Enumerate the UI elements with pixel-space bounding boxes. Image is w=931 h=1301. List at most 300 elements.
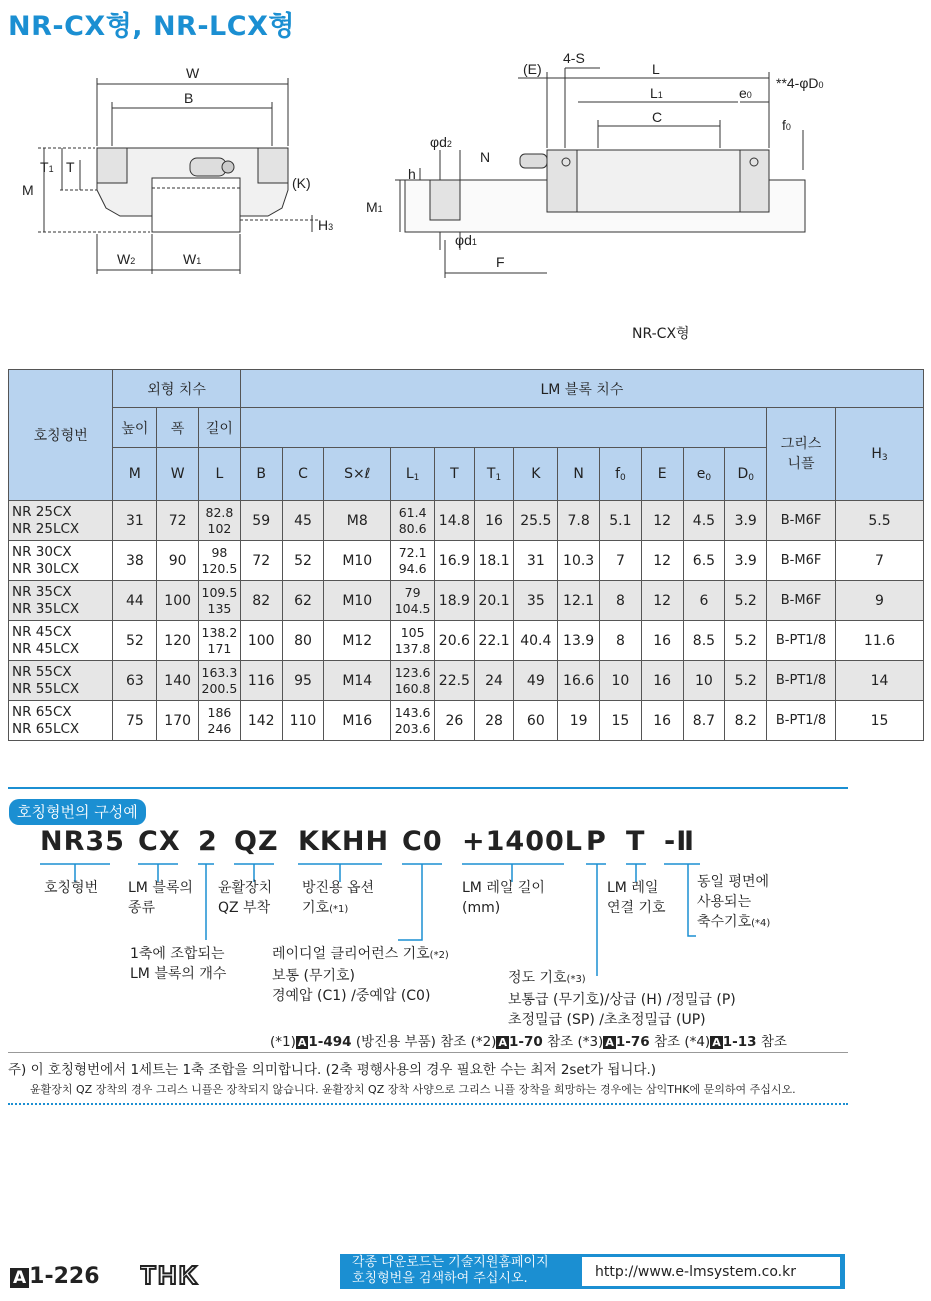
dim-label-f: F — [496, 254, 505, 270]
dim-label-m1: M1 — [366, 199, 383, 215]
cell-value: 104.5 — [394, 600, 431, 616]
dim-label-l: L — [652, 61, 660, 77]
d0-cell — [725, 541, 767, 581]
cell-value: M10 — [342, 592, 373, 609]
e-cell — [641, 581, 683, 621]
cell-value: 110 — [289, 712, 317, 729]
cell-value: 170 — [164, 712, 192, 729]
label-model: 호칭형번 — [44, 880, 99, 896]
label-block-type: LM 블록의 종류 — [128, 880, 193, 916]
code-segment-clearance: C0 — [402, 826, 443, 857]
dim-label-h3: H3 — [318, 217, 334, 233]
sym-f0: $f_0$ — [600, 448, 642, 501]
dim-label-d0: **4-φD0 — [776, 75, 824, 91]
m-cell — [113, 701, 157, 741]
thk-logo — [140, 1262, 230, 1288]
c-cell — [282, 501, 324, 541]
dim-label-h: h — [408, 166, 416, 182]
t1-cell — [474, 501, 514, 541]
e0-cell — [683, 701, 725, 741]
cell-value: 52 — [294, 552, 312, 569]
ref-mark: (*3) — [577, 1034, 604, 1050]
n-cell — [558, 621, 600, 661]
t1-cell — [474, 701, 514, 741]
notes-rule — [8, 1052, 848, 1053]
sym-e: E — [641, 448, 683, 501]
cell-value: 31 — [125, 512, 144, 529]
dim-label-e0: e0 — [739, 85, 752, 101]
l1-cell — [391, 501, 435, 541]
dim-label-s: 4-S — [563, 50, 585, 66]
w-cell — [157, 541, 199, 581]
cell-value: 142 — [247, 712, 275, 729]
cell-value: 15 — [870, 712, 889, 729]
code-segment-joint: T — [626, 826, 646, 857]
cell-value: 3.9 — [734, 552, 757, 569]
l-cell — [199, 581, 241, 621]
k-cell — [514, 621, 558, 661]
cell-value: 82.8 — [205, 504, 234, 520]
ref-badge: A — [712, 1036, 721, 1049]
ref-text: 참조 — [653, 1034, 681, 1050]
front-view-drawing — [38, 78, 320, 274]
k-cell — [514, 541, 558, 581]
cell-value: 19 — [569, 712, 588, 729]
code-segment-type: CX — [138, 826, 181, 857]
code-segment-accuracy: P — [586, 826, 607, 857]
cell-value: 75 — [125, 712, 144, 729]
b-cell — [240, 541, 282, 581]
cell-value: 72 — [168, 512, 187, 529]
l-cell — [199, 541, 241, 581]
b-cell — [240, 581, 282, 621]
cell-value: 61.4 — [398, 504, 427, 520]
cell-value: M16 — [342, 712, 373, 729]
l-cell — [199, 621, 241, 661]
table-row — [9, 541, 924, 581]
l1-cell — [391, 661, 435, 701]
cell-value: 11.6 — [863, 632, 896, 649]
sym-e0: $e_0$ — [683, 448, 725, 501]
cell-value: B-PT1/8 — [775, 633, 827, 648]
cell-value: 20.6 — [438, 632, 470, 649]
cell-value: 7 — [615, 552, 625, 569]
cell-value: 82 — [252, 592, 271, 609]
dim-label-d2: φd2 — [430, 134, 452, 150]
f0-cell — [600, 581, 642, 621]
t-cell — [435, 501, 475, 541]
dim-label-t: T — [66, 159, 75, 175]
cell-value: 8 — [615, 632, 625, 649]
model-cell — [9, 661, 113, 701]
cell-value: 59 — [252, 512, 271, 529]
grease-cell — [767, 661, 836, 701]
cell-value: 6 — [699, 592, 709, 609]
code-segment-qz: QZ — [234, 826, 279, 857]
cell-value: M12 — [342, 632, 373, 649]
cell-value: 40.4 — [520, 632, 552, 649]
grease-cell — [767, 621, 836, 661]
cell-value: 31 — [526, 552, 545, 569]
n-cell — [558, 701, 600, 741]
t1-cell — [474, 621, 514, 661]
cell-value: NR 55CX — [12, 663, 72, 680]
sym-t1: $T_1$ — [474, 448, 514, 501]
cell-value: NR 35CX — [12, 583, 72, 600]
cell-value: 45 — [294, 512, 312, 529]
d0-cell — [725, 661, 767, 701]
e-cell — [641, 541, 683, 581]
cell-value: 13.9 — [563, 632, 595, 649]
f0-cell — [600, 501, 642, 541]
cell-value: 116 — [247, 672, 275, 689]
h3-cell — [836, 661, 924, 701]
header-block: LM 블록 치수 — [240, 370, 923, 408]
c-cell — [282, 701, 324, 741]
header-outer: 외형 치수 — [113, 370, 240, 408]
cell-value: 16.9 — [438, 552, 470, 569]
dim-label-l1: L1 — [650, 85, 663, 101]
dim-label-w1: W1 — [183, 251, 202, 267]
cell-value: 171 — [207, 640, 232, 656]
f0-cell — [600, 621, 642, 661]
l1-cell — [391, 701, 435, 741]
label-block-count: 1축에 조합되는 LM 블록의 개수 — [130, 946, 227, 982]
ref-mark: (*4) — [684, 1034, 711, 1050]
n-cell — [558, 581, 600, 621]
cell-value: 25.5 — [520, 512, 552, 529]
sym-l: L — [199, 448, 241, 501]
b-cell — [240, 661, 282, 701]
model-cell — [9, 501, 113, 541]
sym-m: M — [113, 448, 157, 501]
k-cell — [514, 701, 558, 741]
note-qz-nipple: 윤활장치 QZ 장착의 경우 그리스 니플은 장착되지 않습니다. 윤활장치 QZ 장착 사양으로 그리스 니플 장착을 희망하는 경우에는 삼익THK에 문의하여 주십시오. — [30, 1083, 796, 1096]
cell-value: NR 25LCX — [12, 520, 80, 537]
cell-value: 18.1 — [478, 552, 510, 569]
cell-value: 10 — [695, 672, 713, 689]
cell-value: 12 — [653, 512, 672, 529]
ref-page[interactable]: 1-76 — [615, 1034, 650, 1050]
model-cell — [9, 581, 113, 621]
s-cell — [324, 541, 391, 581]
d0-cell — [725, 701, 767, 741]
label-clearance: 레이디얼 클리어런스 기호(*2) 보통 (무기호) 경예압 (C1) /중예압 (C0) — [272, 946, 449, 1004]
cell-value: 138.2 — [201, 624, 238, 640]
cell-value: 12 — [653, 592, 672, 609]
cell-value: 63 — [125, 672, 144, 689]
cell-value: 16 — [653, 632, 672, 649]
k-cell — [514, 501, 558, 541]
cell-value: 52 — [125, 632, 144, 649]
sym-b: B — [240, 448, 282, 501]
h3-cell — [836, 501, 924, 541]
cell-value: M8 — [346, 512, 368, 529]
cell-value: B-PT1/8 — [775, 713, 827, 728]
composition-title: 호칭형번의 구성예 — [9, 799, 146, 825]
t1-cell — [474, 581, 514, 621]
cell-value: 120 — [164, 632, 192, 649]
cell-value: 15 — [611, 712, 630, 729]
cell-value: 14.8 — [438, 512, 470, 529]
t-cell — [435, 621, 475, 661]
l1-cell — [391, 581, 435, 621]
cell-value: 102 — [207, 520, 232, 536]
table-row — [9, 621, 924, 661]
dim-label-e: (E) — [523, 61, 542, 77]
model-cell — [9, 541, 113, 581]
table-row — [9, 701, 924, 741]
code-segment-count: 2 — [198, 826, 218, 857]
cell-value: 160.8 — [394, 680, 431, 696]
cell-value: B-M6F — [780, 513, 822, 528]
cell-value: 28 — [485, 712, 503, 729]
label-rail-length: LM 레일 길이 (mm) — [462, 880, 545, 916]
ref-text: 참조 — [547, 1034, 574, 1050]
ref-text: (방진용 부품) 참조 — [355, 1034, 467, 1050]
cell-value: 72.1 — [398, 544, 427, 560]
b-cell — [240, 501, 282, 541]
grease-cell — [767, 541, 836, 581]
ref-badge: A — [297, 1036, 307, 1049]
l-cell — [199, 701, 241, 741]
cell-value: 18.9 — [438, 592, 470, 609]
e-cell — [641, 621, 683, 661]
cell-value: 22.5 — [438, 672, 470, 689]
cell-value: B-M6F — [780, 593, 822, 608]
page-title: NR-CX형, NR-LCX형 — [8, 11, 295, 42]
reference-notes — [270, 1030, 787, 1050]
dim-label-d1: φd1 — [455, 232, 477, 248]
ref-mark: (*1) — [270, 1034, 296, 1050]
cell-value: 98 — [211, 544, 228, 560]
cell-value: 8.7 — [692, 712, 716, 729]
dim-label-t1: T1 — [40, 159, 54, 175]
cell-value: 80 — [294, 632, 312, 649]
c-cell — [282, 621, 324, 661]
dimension-drawings — [0, 50, 931, 350]
ref-mark: (*2) — [470, 1034, 497, 1050]
model-cell — [9, 701, 113, 741]
t-cell — [435, 701, 475, 741]
e0-cell — [683, 541, 725, 581]
grease-cell — [767, 701, 836, 741]
cell-value: 95 — [294, 672, 312, 689]
t1-cell — [474, 661, 514, 701]
h3-cell — [836, 581, 924, 621]
cell-value: 120.5 — [201, 560, 238, 576]
cell-value: 10.3 — [563, 552, 595, 569]
cell-value: 246 — [207, 720, 232, 736]
code-segment-model: NR35 — [40, 826, 125, 857]
w-cell — [157, 701, 199, 741]
header-height: 높이 — [113, 408, 157, 448]
cell-value: 22.1 — [478, 632, 510, 649]
c-cell — [282, 541, 324, 581]
f0-cell — [600, 661, 642, 701]
c-cell — [282, 661, 324, 701]
cell-value: 8.2 — [734, 712, 757, 729]
m-cell — [113, 621, 157, 661]
e-cell — [641, 701, 683, 741]
l1-cell — [391, 541, 435, 581]
cell-value: 12.1 — [563, 592, 595, 609]
l-cell — [199, 501, 241, 541]
n-cell — [558, 661, 600, 701]
cell-value: 24 — [485, 672, 503, 689]
w-cell — [157, 621, 199, 661]
ref-text: 참조 — [760, 1034, 787, 1050]
cell-value: 12 — [653, 552, 672, 569]
d0-cell — [725, 581, 767, 621]
dim-label-k: (K) — [292, 175, 311, 191]
website-link[interactable]: http://www.e-lmsystem.co.kr — [595, 1264, 796, 1280]
sym-w: W — [157, 448, 199, 501]
cell-value: 10 — [611, 672, 630, 689]
cell-value: 200.5 — [201, 680, 238, 696]
cell-value: 8 — [615, 592, 625, 609]
section-rule — [8, 787, 848, 789]
cell-value: 105 — [400, 624, 425, 640]
e-cell — [641, 501, 683, 541]
cell-value: 49 — [526, 672, 545, 689]
cell-value: 5.1 — [609, 512, 632, 529]
code-segment-seal: KKHH — [298, 826, 390, 857]
cell-value: 16 — [485, 512, 503, 529]
cell-value: 5.5 — [868, 512, 891, 529]
dim-label-c: C — [652, 109, 663, 125]
cell-value: 203.6 — [394, 720, 431, 736]
sym-c: C — [282, 448, 324, 501]
notes-dotted-rule — [8, 1103, 848, 1105]
cell-value: 16.6 — [563, 672, 595, 689]
cell-value: 3.9 — [734, 512, 757, 529]
cell-value: 7.8 — [567, 512, 590, 529]
header-width: 폭 — [157, 408, 199, 448]
cell-value: NR 30CX — [12, 543, 72, 560]
cell-value: 72 — [252, 552, 271, 569]
cell-value: 123.6 — [394, 664, 431, 680]
cell-value: 6.5 — [692, 552, 716, 569]
s-cell — [324, 661, 391, 701]
t-cell — [435, 581, 475, 621]
table-row — [9, 501, 924, 541]
cell-value: 100 — [164, 592, 192, 609]
cell-value: M10 — [342, 552, 373, 569]
e0-cell — [683, 661, 725, 701]
dim-label-n: N — [480, 149, 491, 165]
cell-value: 137.8 — [394, 640, 431, 656]
composition-leader-lines — [0, 826, 931, 1041]
m-cell — [113, 541, 157, 581]
cell-value: 109.5 — [201, 584, 238, 600]
ref-page[interactable]: 1-494 — [308, 1034, 352, 1050]
cell-value: B-M6F — [780, 553, 822, 568]
ref-badge: A — [498, 1036, 507, 1049]
b-cell — [240, 701, 282, 741]
e0-cell — [683, 581, 725, 621]
b-cell — [240, 621, 282, 661]
s-cell — [324, 621, 391, 661]
label-dust: 방진용 옵션 기호(*1) — [302, 880, 375, 916]
label-axis: 동일 평면에 사용되는 축수기호(*4) — [697, 874, 771, 930]
cell-value: 163.3 — [201, 664, 238, 680]
w-cell — [157, 581, 199, 621]
l-cell — [199, 661, 241, 701]
dim-label-b: B — [184, 90, 194, 106]
cell-value: 143.6 — [394, 704, 431, 720]
cell-value: 26 — [445, 712, 464, 729]
code-segment-axis: -Ⅱ — [664, 826, 695, 857]
label-accuracy: 정도 기호(*3) 보통급 (무기호)/상급 (H) /정밀급 (P) 초정밀급 (SP) /초초정밀급 (UP) — [508, 970, 736, 1028]
cell-value: 62 — [294, 592, 312, 609]
dim-label-m: M — [22, 182, 34, 198]
cell-value: 60 — [526, 712, 545, 729]
ref-page[interactable]: 1-70 — [508, 1034, 543, 1050]
download-text: 각종 다운로드는 기술지원홈페이지 호칭형번을 검색하여 주십시오. — [352, 1255, 549, 1286]
drawing-caption: NR-CX형 — [632, 326, 690, 342]
cell-value: 4.5 — [692, 512, 716, 529]
ref-page[interactable]: 1-13 — [722, 1034, 757, 1050]
cell-value: NR 55LCX — [12, 680, 80, 697]
h3-cell — [836, 701, 924, 741]
m-cell — [113, 661, 157, 701]
e-cell — [641, 661, 683, 701]
cell-value: 7 — [875, 552, 884, 569]
cell-value: 16 — [653, 712, 672, 729]
cell-value: NR 35LCX — [12, 600, 80, 617]
ref-badge: A — [605, 1036, 614, 1049]
f0-cell — [600, 541, 642, 581]
cell-value: M14 — [342, 672, 373, 689]
w-cell — [157, 661, 199, 701]
header-length: 길이 — [199, 408, 241, 448]
d0-cell — [725, 621, 767, 661]
page-number: A 1-226 — [10, 1264, 100, 1289]
s-cell — [324, 701, 391, 741]
k-cell — [514, 661, 558, 701]
t-cell — [435, 541, 475, 581]
cell-value: 5.2 — [734, 632, 757, 649]
svg-text:THK: THK — [140, 1262, 200, 1288]
model-cell — [9, 621, 113, 661]
s-cell — [324, 501, 391, 541]
cell-value: 186 — [207, 704, 232, 720]
note-set-meaning: 주) 이 호칭형번에서 1세트는 1축 조합을 의미합니다. (2축 평행사용의 경우 필요한 수는 최저 2set가 됩니다.) — [8, 1062, 657, 1078]
n-cell — [558, 541, 600, 581]
cell-value: 14 — [870, 672, 889, 689]
w-cell — [157, 501, 199, 541]
cell-value: 35 — [526, 592, 545, 609]
dim-label-w2: W2 — [117, 251, 136, 267]
cell-value: NR 30LCX — [12, 560, 80, 577]
header-grease: 그리스 니플 — [767, 408, 836, 501]
table-row — [9, 661, 924, 701]
s-cell — [324, 581, 391, 621]
label-joint: LM 레일 연결 기호 — [607, 880, 666, 916]
sym-l1: $L_1$ — [391, 448, 435, 501]
cell-value: 94.6 — [398, 560, 427, 576]
spec-table — [8, 369, 924, 741]
e0-cell — [683, 501, 725, 541]
m-cell — [113, 581, 157, 621]
cell-value: 100 — [247, 632, 275, 649]
sym-s: S×ℓ — [324, 448, 391, 501]
k-cell — [514, 581, 558, 621]
h3-cell — [836, 541, 924, 581]
table-row — [9, 581, 924, 621]
cell-value: NR 65CX — [12, 703, 72, 720]
